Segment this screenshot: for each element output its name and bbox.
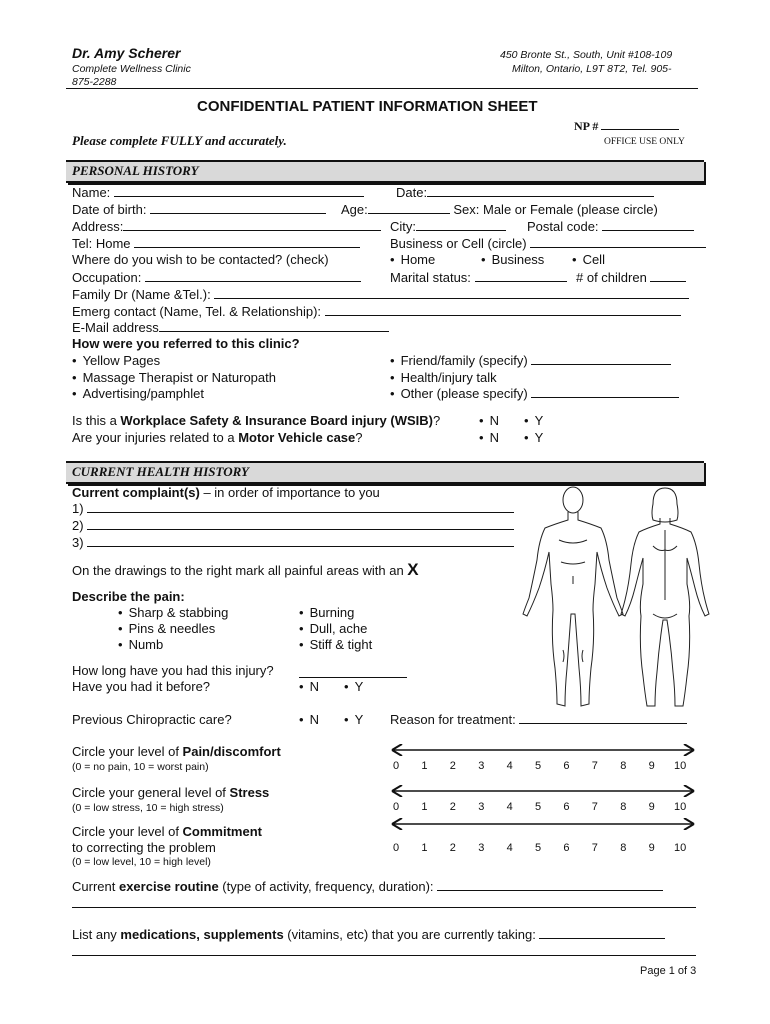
scale-value[interactable]: 4 <box>506 760 513 772</box>
address-line-1: 450 Bronte St., South, Unit #108-109 <box>500 49 673 61</box>
age-row: Age: Sex: Male or Female (please circle) <box>341 202 658 217</box>
emerg-field[interactable] <box>325 304 681 316</box>
chiro-yes[interactable]: • Y <box>344 712 363 727</box>
chiro-no[interactable]: • N <box>299 712 319 727</box>
complaint-2-field[interactable] <box>87 518 514 530</box>
np-field[interactable] <box>601 118 679 130</box>
scale-value[interactable]: 2 <box>449 842 456 854</box>
pain-scale-note: (0 = no pain, 10 = worst pain) <box>72 761 209 773</box>
scale-value[interactable]: 1 <box>421 842 428 854</box>
mvc-question: Are your injuries related to a Motor Vehicle case? <box>72 430 363 445</box>
date-field[interactable] <box>427 185 654 197</box>
mvc-yes[interactable]: • Y <box>524 430 543 445</box>
meds-field[interactable] <box>539 927 665 939</box>
contact-home-option[interactable]: • Home <box>390 252 435 267</box>
ref-other-row <box>390 386 679 401</box>
office-use-label: OFFICE USE ONLY <box>604 137 685 147</box>
complaint-1-field[interactable] <box>87 501 514 513</box>
dob-field[interactable] <box>150 202 326 214</box>
scale-value[interactable]: 5 <box>535 760 542 772</box>
tel-home-row: Tel: Home <box>72 236 360 251</box>
family-dr-row: Family Dr (Name &Tel.): <box>72 287 689 302</box>
date-row: Date: <box>396 185 654 200</box>
occupation-field[interactable] <box>145 270 361 282</box>
scale-value[interactable]: 4 <box>506 801 513 813</box>
scale-value[interactable]: 9 <box>648 801 655 813</box>
ref-other[interactable]: • Other (please specify) <box>390 386 528 401</box>
scale-value[interactable]: 9 <box>648 842 655 854</box>
stress-scale-arrow <box>390 785 696 797</box>
stress-scale-label: Circle your general level of Stress <box>72 785 270 800</box>
ref-yellow-pages[interactable]: • Yellow Pages <box>72 353 160 368</box>
current-health-header: CURRENT HEALTH HISTORY <box>66 461 704 484</box>
email-row: E-Mail address <box>72 320 389 335</box>
ref-other-field[interactable] <box>531 386 679 398</box>
dob-row: Date of birth: <box>72 202 326 217</box>
scale-value[interactable]: 7 <box>591 842 598 854</box>
exercise-row: Current exercise routine (type of activity, frequency, duration): <box>72 879 663 894</box>
name-field[interactable] <box>114 185 364 197</box>
scale-value[interactable]: 8 <box>620 801 627 813</box>
address-field[interactable] <box>123 219 381 231</box>
pain-scale-arrow <box>390 744 696 756</box>
complaint-1: 1) <box>72 501 514 516</box>
postal-field[interactable] <box>602 219 694 231</box>
pain-pins[interactable]: • Pins & needles <box>118 621 215 636</box>
scale-value[interactable]: 6 <box>563 801 570 813</box>
chiro-question: Previous Chiropractic care? <box>72 712 232 727</box>
exercise-field-line2[interactable] <box>72 907 696 908</box>
np-label: NP # <box>574 118 679 134</box>
back-body-figure <box>621 488 709 706</box>
reason-field[interactable] <box>519 712 687 724</box>
name-row: Name: <box>72 185 364 200</box>
business-cell-row: Business or Cell (circle) <box>390 236 706 251</box>
commit-scale-arrow <box>390 818 696 830</box>
scale-value[interactable]: 2 <box>449 760 456 772</box>
ref-friend-field[interactable] <box>531 353 671 365</box>
occupation-row: Occupation: <box>72 270 361 285</box>
commit-scale-line2: to correcting the problem <box>72 840 216 855</box>
reason-row: Reason for treatment: <box>390 712 687 727</box>
scale-value[interactable]: 4 <box>506 842 513 854</box>
doctor-name: Dr. Amy Scherer <box>72 45 181 61</box>
pain-stiff[interactable]: • Stiff & tight <box>299 637 372 652</box>
meds-field-line2[interactable] <box>72 955 696 956</box>
pain-dull[interactable]: • Dull, ache <box>299 621 367 636</box>
scale-value[interactable]: 3 <box>478 801 485 813</box>
scale-value[interactable]: 1 <box>421 760 428 772</box>
mvc-no[interactable]: • N <box>479 430 499 445</box>
scale-value[interactable]: 2 <box>449 801 456 813</box>
had-before-yes[interactable]: • Y <box>344 679 363 694</box>
address-line-2: Milton, Ontario, L9T 8T2, Tel. 905- <box>512 63 672 75</box>
age-field[interactable] <box>368 202 450 214</box>
commit-scale-note: (0 = low level, 10 = high level) <box>72 856 211 868</box>
children-field[interactable] <box>650 270 686 282</box>
family-dr-field[interactable] <box>214 287 689 299</box>
complaint-3: 3) <box>72 535 514 550</box>
postal-row: Postal code: <box>527 219 694 234</box>
ref-advertising[interactable]: • Advertising/pamphlet <box>72 386 204 401</box>
exercise-field[interactable] <box>437 879 663 891</box>
had-before-question: Have you had it before? <box>72 679 211 694</box>
meds-row: List any medications, supplements (vitamins, etc) that you are currently taking: <box>72 927 665 942</box>
ref-massage[interactable]: • Massage Therapist or Naturopath <box>72 370 276 385</box>
scale-value[interactable]: 10 <box>674 801 687 813</box>
ref-friend[interactable]: • Friend/family (specify) <box>390 353 528 368</box>
marital-field[interactable] <box>475 270 567 282</box>
page-title: CONFIDENTIAL PATIENT INFORMATION SHEET <box>197 98 538 115</box>
had-before-no[interactable]: • N <box>299 679 319 694</box>
scale-value[interactable]: 5 <box>535 801 542 813</box>
pain-sharp[interactable]: • Sharp & stabbing <box>118 605 228 620</box>
city-row: City: <box>390 219 506 234</box>
scale-value[interactable]: 0 <box>393 760 400 772</box>
scale-value[interactable]: 10 <box>674 760 687 772</box>
describe-pain-label: Describe the pain: <box>72 589 185 604</box>
scale-value[interactable]: 3 <box>478 760 485 772</box>
instruction: Please complete FULLY and accurately. <box>72 133 287 148</box>
contact-question: Where do you wish to be contacted? (check) <box>72 252 329 267</box>
scale-value[interactable]: 3 <box>478 842 485 854</box>
scale-value[interactable]: 5 <box>535 842 542 854</box>
tel-home-field[interactable] <box>134 236 360 248</box>
commit-scale-label: Circle your level of Commitment <box>72 824 262 839</box>
how-long-question: How long have you had this injury? <box>72 663 274 678</box>
ref-friend-row <box>390 353 671 368</box>
pain-scale-label: Circle your level of Pain/discomfort <box>72 744 281 759</box>
pain-burning[interactable]: • Burning <box>299 605 354 620</box>
emerg-row: Emerg contact (Name, Tel. & Relationship): <box>72 304 681 319</box>
complaint-2: 2) <box>72 518 514 533</box>
how-long-field[interactable] <box>299 666 407 678</box>
email-field[interactable] <box>159 320 389 332</box>
scale-value[interactable]: 8 <box>620 760 627 772</box>
marital-row: Marital status: <box>390 270 567 285</box>
wsib-yes[interactable]: • Y <box>524 413 543 428</box>
complaint-heading: Current complaint(s) – in order of importance to you <box>72 485 380 500</box>
city-field[interactable] <box>416 219 506 231</box>
contact-business-option[interactable]: • Business <box>481 252 544 267</box>
scale-value[interactable]: 1 <box>421 801 428 813</box>
scale-value[interactable]: 7 <box>591 801 598 813</box>
scale-value[interactable]: 7 <box>591 760 598 772</box>
scale-value[interactable]: 9 <box>648 760 655 772</box>
business-cell-field[interactable] <box>530 236 706 248</box>
page-number: Page 1 of 3 <box>640 965 697 977</box>
scale-value[interactable]: 6 <box>563 760 570 772</box>
referred-question: How were you referred to this clinic? <box>72 336 300 351</box>
wsib-question: Is this a Workplace Safety & Insurance Board injury (WSIB)? <box>72 413 441 428</box>
ref-health-talk[interactable]: • Health/injury talk <box>390 370 497 385</box>
contact-cell-option[interactable]: • Cell <box>572 252 605 267</box>
stress-scale-note: (0 = low stress, 10 = high stress) <box>72 802 224 814</box>
body-diagram[interactable] <box>515 480 715 720</box>
scale-value[interactable]: 10 <box>674 842 687 854</box>
scale-value[interactable]: 0 <box>393 842 400 854</box>
children-row: # of children <box>576 270 686 285</box>
header-divider <box>66 88 698 89</box>
pain-numb[interactable]: • Numb <box>118 637 163 652</box>
complaint-3-field[interactable] <box>87 535 514 547</box>
personal-history-header: PERSONAL HISTORY <box>66 160 704 183</box>
address-row: Address: <box>72 219 381 234</box>
scale-value[interactable]: 8 <box>620 842 627 854</box>
front-body-figure <box>523 487 623 706</box>
drawings-instruction: On the drawings to the right mark all painful areas with an X <box>72 560 419 579</box>
scale-value[interactable]: 0 <box>393 801 400 813</box>
clinic-name: Complete Wellness Clinic <box>72 63 191 75</box>
wsib-no[interactable]: • N <box>479 413 499 428</box>
clinic-phone: 875-2288 <box>72 76 117 88</box>
scale-value[interactable]: 6 <box>563 842 570 854</box>
